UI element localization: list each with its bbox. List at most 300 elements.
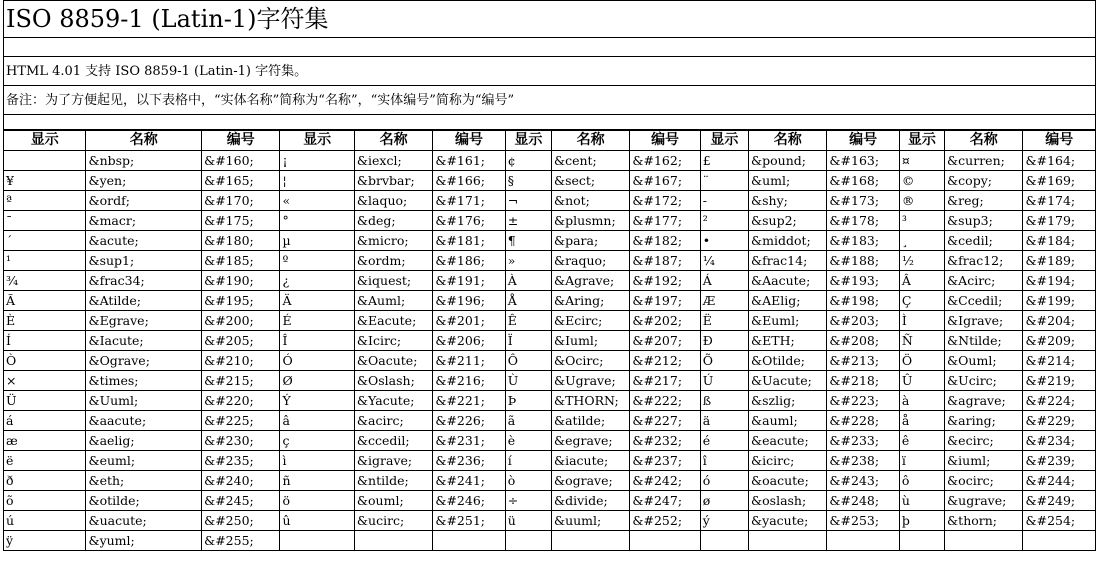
entity-name-cell: &ucirc; [354,511,432,531]
char-display-cell: ¥ [4,171,86,191]
display-column-header: 显示 [700,131,748,151]
entity-name-cell: &middot; [749,231,827,251]
entity-name-cell: &plusmn; [551,211,629,231]
table-row [4,171,1096,191]
entity-name-cell: &Eacute; [354,311,432,331]
entity-name-cell: &Otilde; [749,351,827,371]
entity-number-cell: &#255; [202,531,280,551]
entity-name-cell: &THORN; [551,391,629,411]
entity-number-cell: &#176; [433,211,505,231]
entity-name-cell: &ccedil; [354,431,432,451]
char-display-cell: É [280,311,354,331]
char-display-cell: ã [505,411,551,431]
char-display-cell: - [700,191,748,211]
char-display-cell: Ý [280,391,354,411]
entity-name-cell [551,531,629,551]
entity-name-cell: &Ocirc; [551,351,629,371]
entity-number-cell: &#221; [433,391,505,411]
entity-number-cell [827,531,899,551]
char-display-cell: æ [4,431,86,451]
char-display-cell: Ç [899,291,944,311]
charset-table [3,130,1096,551]
entity-number-cell: &#174; [1023,191,1096,211]
char-display-cell: ³ [899,211,944,231]
entity-number-cell: &#213; [827,351,899,371]
entity-name-cell: &yen; [86,171,202,191]
entity-number-cell: &#246; [433,491,505,511]
entity-name-cell: &euml; [86,451,202,471]
entity-number-cell: &#199; [1023,291,1096,311]
entity-number-cell: &#251; [433,511,505,531]
entity-number-cell: &#222; [630,391,700,411]
entity-name-cell: &cent; [551,151,629,171]
entity-name-cell: &Yacute; [354,391,432,411]
entity-number-cell: &#244; [1023,471,1096,491]
char-display-cell: À [505,271,551,291]
entity-number-cell: &#167; [630,171,700,191]
entity-name-cell: &micro; [354,231,432,251]
char-display-cell: ó [700,471,748,491]
entity-name-cell: &Atilde; [86,291,202,311]
table-row [4,311,1096,331]
char-display-cell: Á [700,271,748,291]
entity-number-cell: &#249; [1023,491,1096,511]
entity-name-cell: &yacute; [749,511,827,531]
char-display-cell: ¾ [4,271,86,291]
entity-number-cell: &#225; [202,411,280,431]
entity-number-cell: &#204; [1023,311,1096,331]
table-row [4,431,1096,451]
char-display-cell: Ô [505,351,551,371]
char-display-cell: ú [4,511,86,531]
entity-number-cell: &#193; [827,271,899,291]
entity-name-cell: &egrave; [551,431,629,451]
entity-number-cell: &#240; [202,471,280,491]
entity-name-cell: &laquo; [354,191,432,211]
char-display-cell: ï [899,451,944,471]
entity-name-cell: &uml; [749,171,827,191]
entity-number-cell: &#162; [630,151,700,171]
char-display-cell: ª [4,191,86,211]
table-row [4,451,1096,471]
entity-number-cell: &#190; [202,271,280,291]
entity-number-cell: &#241; [433,471,505,491]
entity-name-cell: &Agrave; [551,271,629,291]
entity-number-cell: &#183; [827,231,899,251]
entity-name-cell: &ograve; [551,471,629,491]
entity-number-cell: &#224; [1023,391,1096,411]
entity-number-cell: &#161; [433,151,505,171]
entity-name-cell: &ordf; [86,191,202,211]
char-display-cell: Ñ [899,331,944,351]
char-display-cell: Ë [700,311,748,331]
entity-number-cell: &#254; [1023,511,1096,531]
char-display-cell: ¯ [4,211,86,231]
char-display-cell: § [505,171,551,191]
display-column-header: 显示 [505,131,551,151]
char-display-cell: Ù [505,371,551,391]
char-display-cell: ¦ [280,171,354,191]
entity-number-cell: &#184; [1023,231,1096,251]
char-display-cell: î [700,451,748,471]
entity-number-cell: &#247; [630,491,700,511]
entity-name-cell: &Uuml; [86,391,202,411]
entity-number-cell: &#232; [630,431,700,451]
entity-name-cell: &copy; [945,171,1023,191]
table-row [4,231,1096,251]
char-display-cell: ² [700,211,748,231]
blank-row [3,38,1096,57]
entity-number-cell: &#185; [202,251,280,271]
char-display-cell: « [280,191,354,211]
char-display-cell: á [4,411,86,431]
entity-name-cell: &auml; [749,411,827,431]
char-display-cell: £ [700,151,748,171]
char-display-cell: µ [280,231,354,251]
char-display-cell: ñ [280,471,354,491]
entity-name-cell: &Iacute; [86,331,202,351]
char-display-cell: Þ [505,391,551,411]
blank-row [3,115,1096,130]
char-display-cell: ÷ [505,491,551,511]
entity-name-cell: &icirc; [749,451,827,471]
entity-number-cell: &#239; [1023,451,1096,471]
entity-number-cell: &#245; [202,491,280,511]
entity-name-cell: &iexcl; [354,151,432,171]
entity-name-cell: &acute; [86,231,202,251]
char-display-cell: ¸ [899,231,944,251]
entity-number-cell: &#187; [630,251,700,271]
char-display-cell: Ú [700,371,748,391]
entity-name-cell: &igrave; [354,451,432,471]
char-display-cell: Í [4,331,86,351]
entity-number-cell: &#228; [827,411,899,431]
char-display-cell: Î [280,331,354,351]
char-display-cell: ± [505,211,551,231]
entity-number-cell: &#230; [202,431,280,451]
entity-number-cell: &#180; [202,231,280,251]
display-column-header: 显示 [280,131,354,151]
char-display-cell: ö [280,491,354,511]
entity-number-cell: &#171; [433,191,505,211]
entity-number-cell: &#202; [630,311,700,331]
entity-number-cell: &#168; [827,171,899,191]
number-column-header: 编号 [1023,131,1096,151]
entity-number-cell: &#203; [827,311,899,331]
char-display-cell: © [899,171,944,191]
char-display-cell [700,531,748,551]
char-display-cell: ¿ [280,271,354,291]
entity-name-cell: &ouml; [354,491,432,511]
entity-number-cell: &#250; [202,511,280,531]
char-display-cell: È [4,311,86,331]
entity-number-cell: &#201; [433,311,505,331]
entity-number-cell: &#229; [1023,411,1096,431]
char-display-cell: ô [899,471,944,491]
entity-number-cell: &#215; [202,371,280,391]
char-display-cell: Ü [4,391,86,411]
entity-name-cell: &aring; [945,411,1023,431]
entity-name-cell: &para; [551,231,629,251]
table-row [4,251,1096,271]
char-display-cell: Ä [280,291,354,311]
entity-name-cell: &iquest; [354,271,432,291]
table-row [4,511,1096,531]
entity-number-cell: &#196; [433,291,505,311]
entity-name-cell [354,531,432,551]
char-display-cell: Ó [280,351,354,371]
name-column-header: 名称 [945,131,1023,151]
entity-name-cell: &cedil; [945,231,1023,251]
char-display-cell: Æ [700,291,748,311]
entity-name-cell: &frac34; [86,271,202,291]
table-row [4,211,1096,231]
entity-name-cell: &iuml; [945,451,1023,471]
entity-number-cell: &#195; [202,291,280,311]
entity-name-cell: &aelig; [86,431,202,451]
entity-number-cell: &#182; [630,231,700,251]
char-display-cell: ¶ [505,231,551,251]
display-column-header: 显示 [899,131,944,151]
number-column-header: 编号 [827,131,899,151]
entity-name-cell: &Auml; [354,291,432,311]
entity-name-cell: &Ecirc; [551,311,629,331]
char-display-cell: Ì [899,311,944,331]
entity-number-cell: &#248; [827,491,899,511]
entity-number-cell: &#242; [630,471,700,491]
note-text: 备注：为了方便起见，以下表格中，“实体名称”简称为“名称”，“实体编号”简称为“编号” [3,86,1096,115]
entity-number-cell [433,531,505,551]
entity-number-cell: &#226; [433,411,505,431]
entity-number-cell: &#197; [630,291,700,311]
entity-number-cell: &#214; [1023,351,1096,371]
entity-name-cell: &oacute; [749,471,827,491]
char-display-cell: Ð [700,331,748,351]
entity-number-cell: &#179; [1023,211,1096,231]
entity-name-cell: &Icirc; [354,331,432,351]
entity-name-cell [749,531,827,551]
entity-number-cell: &#205; [202,331,280,351]
char-display-cell [899,531,944,551]
char-display-cell: ì [280,451,354,471]
char-display-cell: Ò [4,351,86,371]
char-display-cell: ç [280,431,354,451]
char-display-cell [4,151,86,171]
char-display-cell: é [700,431,748,451]
entity-name-cell: &Ugrave; [551,371,629,391]
table-row [4,471,1096,491]
char-display-cell [280,531,354,551]
entity-number-cell: &#238; [827,451,899,471]
table-body [4,151,1096,551]
char-display-cell: Ã [4,291,86,311]
char-display-cell: ¢ [505,151,551,171]
entity-name-cell: &ordm; [354,251,432,271]
entity-number-cell: &#191; [433,271,505,291]
entity-number-cell: &#253; [827,511,899,531]
entity-number-cell: &#200; [202,311,280,331]
entity-number-cell: &#219; [1023,371,1096,391]
entity-name-cell: &frac14; [749,251,827,271]
entity-number-cell: &#173; [827,191,899,211]
char-display-cell: ¼ [700,251,748,271]
entity-name-cell: &deg; [354,211,432,231]
entity-number-cell: &#194; [1023,271,1096,291]
entity-name-cell: &not; [551,191,629,211]
entity-name-cell: &uuml; [551,511,629,531]
entity-number-cell: &#166; [433,171,505,191]
entity-number-cell: &#217; [630,371,700,391]
entity-name-cell: &thorn; [945,511,1023,531]
char-display-cell: ¤ [899,151,944,171]
entity-number-cell: &#164; [1023,151,1096,171]
char-display-cell: Ê [505,311,551,331]
entity-number-cell: &#252; [630,511,700,531]
char-display-cell: • [700,231,748,251]
entity-name-cell: &Ograve; [86,351,202,371]
entity-number-cell: &#216; [433,371,505,391]
entity-number-cell: &#233; [827,431,899,451]
entity-number-cell: &#235; [202,451,280,471]
entity-name-cell: &szlig; [749,391,827,411]
char-display-cell: Ö [899,351,944,371]
entity-name-cell: &otilde; [86,491,202,511]
entity-number-cell: &#186; [433,251,505,271]
entity-name-cell: &Acirc; [945,271,1023,291]
char-display-cell: Â [899,271,944,291]
entity-name-cell: &Ouml; [945,351,1023,371]
char-display-cell: ü [505,511,551,531]
entity-number-cell: &#175; [202,211,280,231]
entity-name-cell: &agrave; [945,391,1023,411]
entity-name-cell: &pound; [749,151,827,171]
char-display-cell: Ï [505,331,551,351]
entity-number-cell: &#212; [630,351,700,371]
entity-name-cell: &frac12; [945,251,1023,271]
char-display-cell: à [899,391,944,411]
entity-name-cell: &atilde; [551,411,629,431]
table-row [4,271,1096,291]
entity-name-cell: &Egrave; [86,311,202,331]
char-display-cell: õ [4,491,86,511]
entity-number-cell: &#163; [827,151,899,171]
char-display-cell: ß [700,391,748,411]
entity-number-cell: &#223; [827,391,899,411]
char-display-cell: ð [4,471,86,491]
table-row [4,191,1096,211]
entity-name-cell: &ugrave; [945,491,1023,511]
entity-number-cell: &#169; [1023,171,1096,191]
char-display-cell: º [280,251,354,271]
entity-name-cell: &Ucirc; [945,371,1023,391]
table-row [4,391,1096,411]
number-column-header: 编号 [433,131,505,151]
char-display-cell: è [505,431,551,451]
number-column-header: 编号 [630,131,700,151]
char-display-cell: å [899,411,944,431]
char-display-cell: ¡ [280,151,354,171]
char-display-cell: ® [899,191,944,211]
entity-name-cell: &nbsp; [86,151,202,171]
entity-name-cell: &Iuml; [551,331,629,351]
entity-name-cell: &acirc; [354,411,432,431]
entity-name-cell: &oslash; [749,491,827,511]
table-row [4,151,1096,171]
entity-number-cell: &#210; [202,351,280,371]
entity-name-cell [945,531,1023,551]
table-row [4,531,1096,551]
entity-name-cell: &sup2; [749,211,827,231]
char-display-cell: ê [899,431,944,451]
entity-name-cell: &sup3; [945,211,1023,231]
entity-number-cell: &#172; [630,191,700,211]
number-column-header: 编号 [202,131,280,151]
entity-name-cell: &eth; [86,471,202,491]
entity-name-cell: &ocirc; [945,471,1023,491]
name-column-header: 名称 [551,131,629,151]
char-display-cell: ½ [899,251,944,271]
name-column-header: 名称 [86,131,202,151]
entity-number-cell: &#170; [202,191,280,211]
entity-number-cell: &#160; [202,151,280,171]
entity-number-cell [630,531,700,551]
description-text: HTML 4.01 支持 ISO 8859-1 (Latin-1) 字符集。 [3,57,1096,86]
char-display-cell: ý [700,511,748,531]
entity-name-cell: &Oacute; [354,351,432,371]
entity-number-cell: &#234; [1023,431,1096,451]
char-display-cell: × [4,371,86,391]
entity-name-cell: &Oslash; [354,371,432,391]
table-row [4,371,1096,391]
char-display-cell: ë [4,451,86,471]
display-column-header: 显示 [4,131,86,151]
char-display-cell [505,531,551,551]
entity-number-cell: &#243; [827,471,899,491]
char-display-cell: â [280,411,354,431]
entity-name-cell: &sup1; [86,251,202,271]
table-row [4,331,1096,351]
entity-name-cell: &ntilde; [354,471,432,491]
char-display-cell: û [280,511,354,531]
name-column-header: 名称 [354,131,432,151]
entity-number-cell: &#189; [1023,251,1096,271]
char-display-cell: ÿ [4,531,86,551]
char-display-cell: Å [505,291,551,311]
char-display-cell: Û [899,371,944,391]
entity-name-cell: &eacute; [749,431,827,451]
table-row [4,491,1096,511]
entity-name-cell: &divide; [551,491,629,511]
entity-name-cell: &Igrave; [945,311,1023,331]
table-row [4,351,1096,371]
spreadsheet [3,0,1096,551]
entity-number-cell: &#207; [630,331,700,351]
char-display-cell: ù [899,491,944,511]
char-display-cell: ¹ [4,251,86,271]
entity-name-cell: &iacute; [551,451,629,471]
entity-name-cell: &uacute; [86,511,202,531]
entity-number-cell: &#178; [827,211,899,231]
char-display-cell: ¨ [700,171,748,191]
entity-name-cell: &Ccedil; [945,291,1023,311]
table-row [4,411,1096,431]
entity-name-cell: &Euml; [749,311,827,331]
entity-name-cell: &ETH; [749,331,827,351]
char-display-cell: Ø [280,371,354,391]
entity-number-cell: &#227; [630,411,700,431]
entity-name-cell: &brvbar; [354,171,432,191]
entity-name-cell: &aacute; [86,411,202,431]
